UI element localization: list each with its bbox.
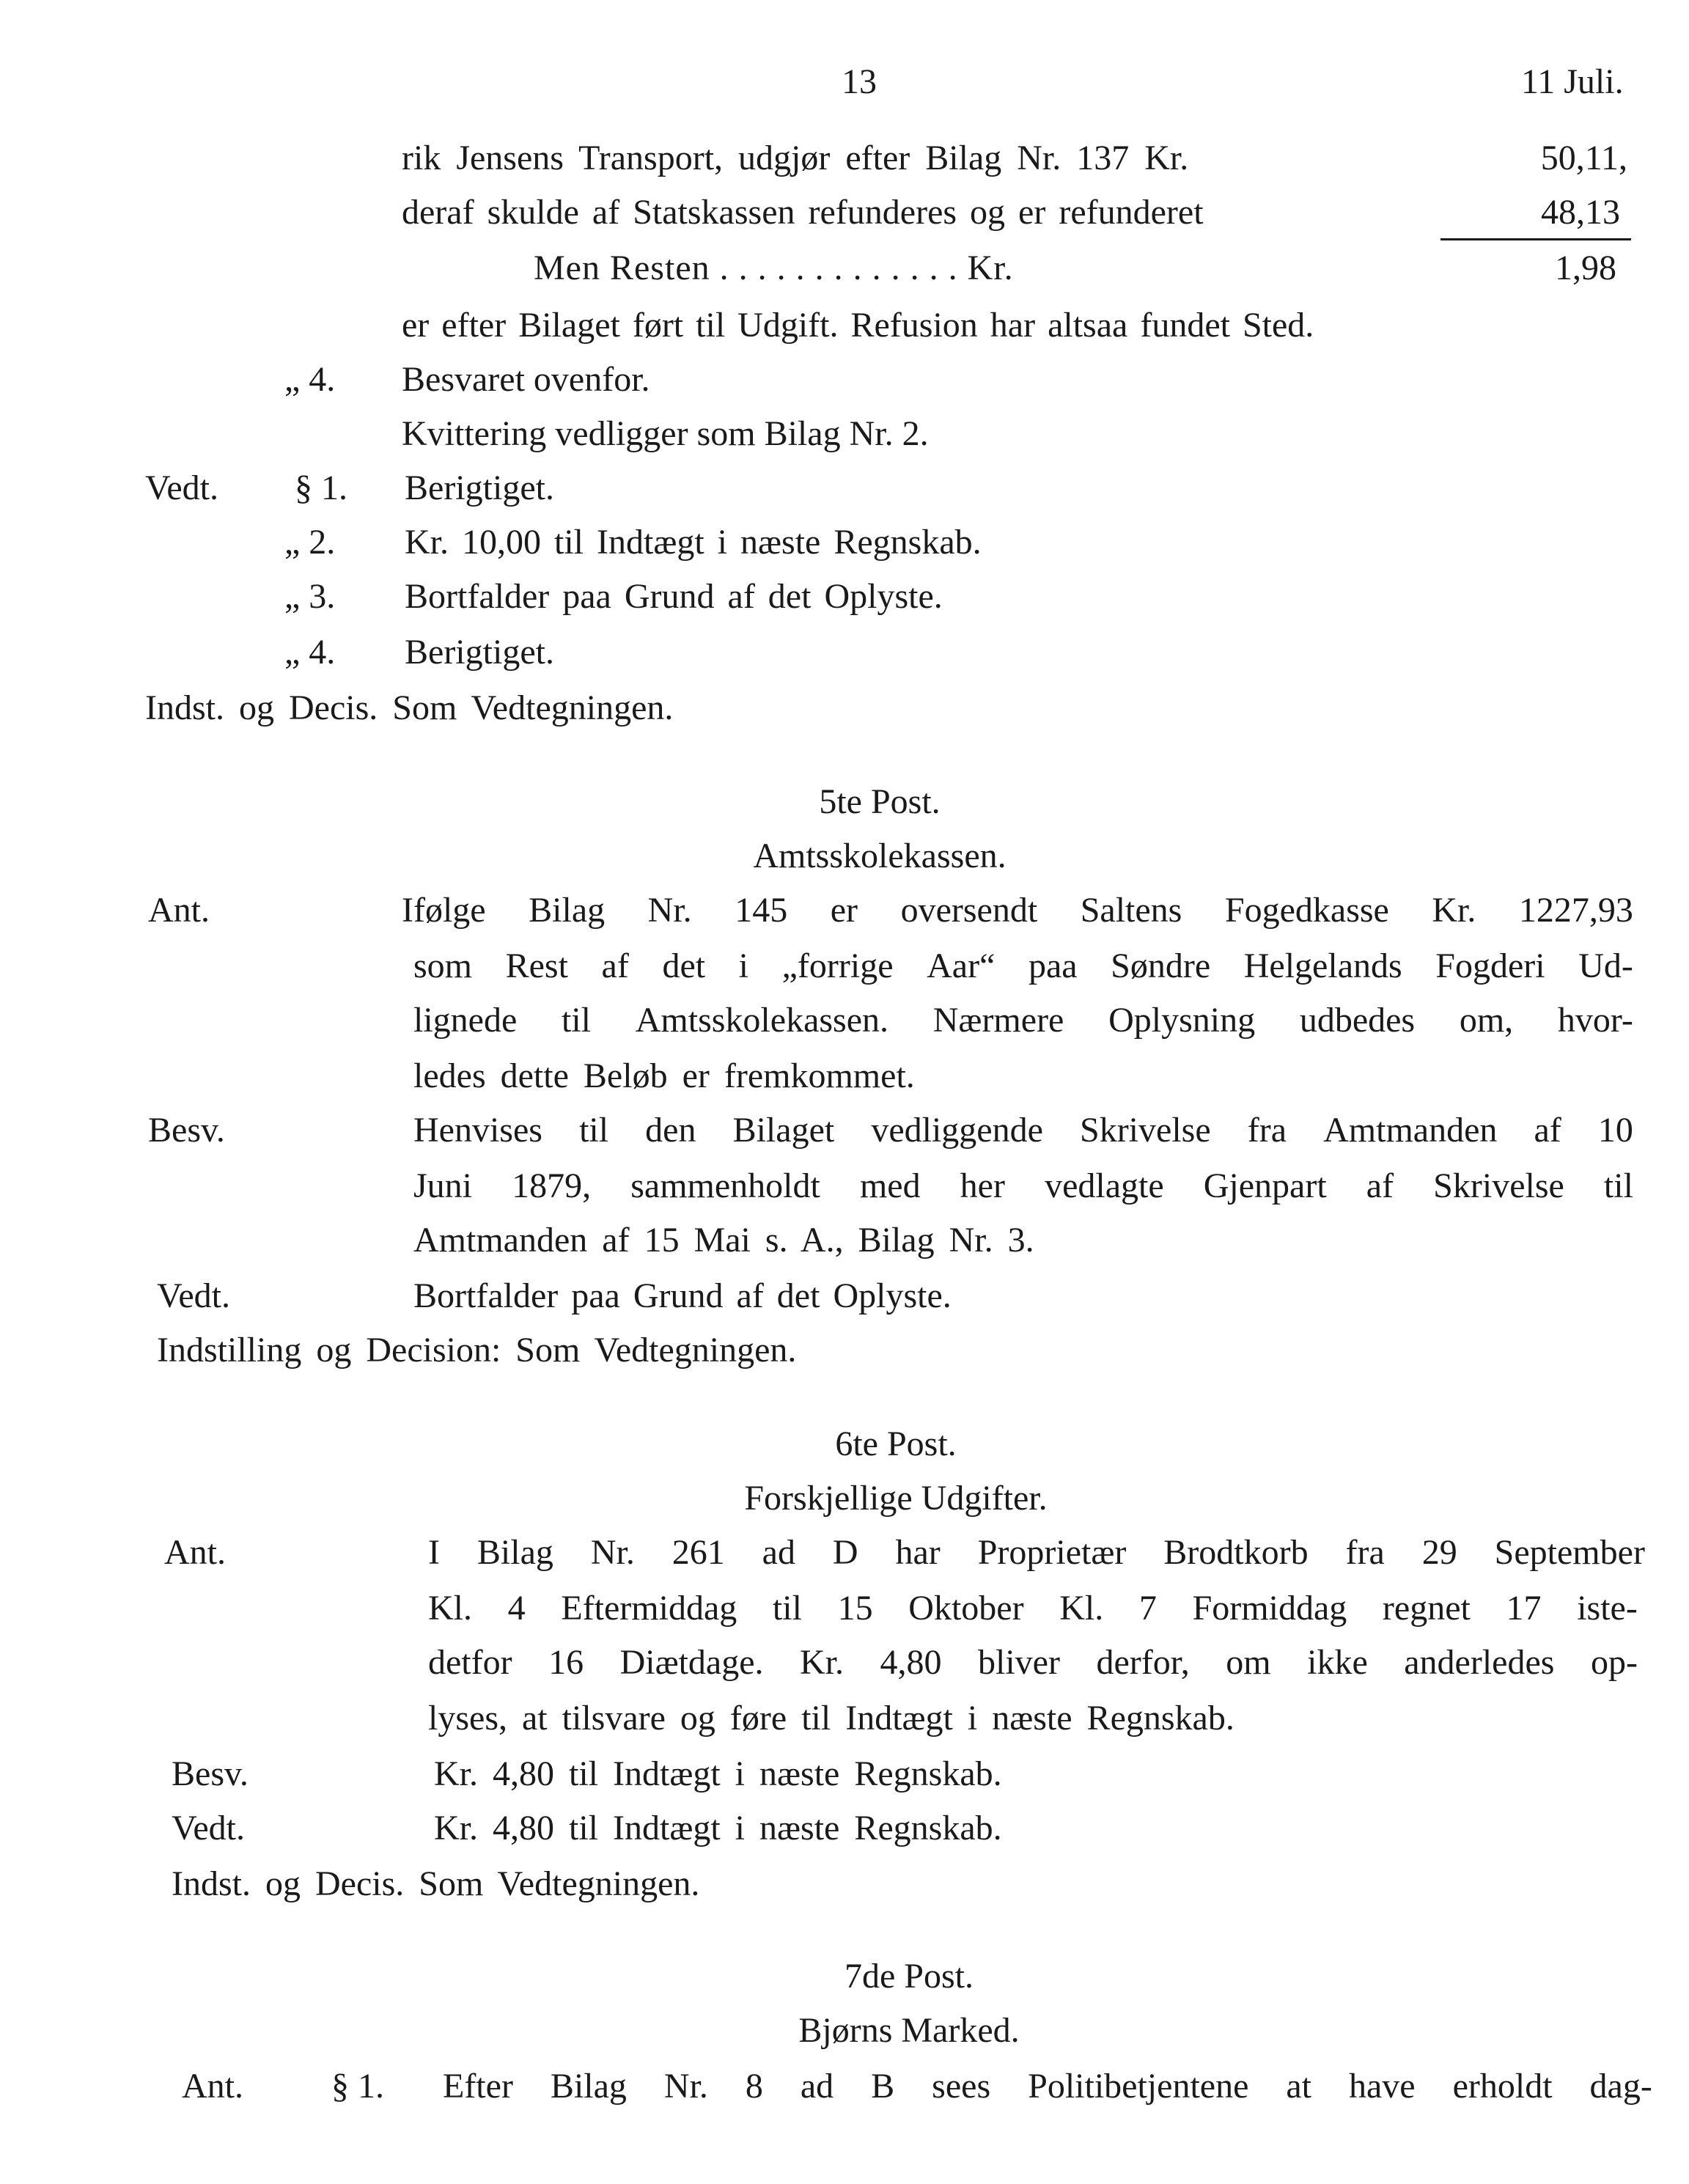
post-subheading: Forskjellige Udgifter.	[744, 1479, 1048, 1518]
rest-line: Men Resten . . . . . . . . . . . . . Kr.	[534, 249, 1014, 287]
word: det	[662, 946, 706, 985]
besv-label: Besv.	[148, 1111, 225, 1150]
word: Kl.	[428, 1589, 472, 1628]
word: Politibetjentene	[1028, 2067, 1249, 2106]
word: den	[645, 1111, 696, 1150]
word: Skrivelse	[1433, 1166, 1564, 1205]
word: sees	[932, 2067, 991, 2106]
vedt-label: Vedt.	[157, 1276, 230, 1315]
word: D	[832, 1533, 858, 1572]
word: B	[871, 2067, 895, 2106]
ant-text-line: lyses, at tilsvare og føre til Indtægt i næste Regnskab.	[428, 1699, 1234, 1738]
word: 1227,93	[1518, 891, 1633, 930]
word: 145	[735, 891, 788, 930]
word: Fogedkasse	[1224, 891, 1389, 930]
word: Skrivelse	[1080, 1111, 1211, 1150]
word: 1879,	[512, 1166, 592, 1205]
vedt-text: Bortfalder paa Grund af det Oplyste.	[413, 1276, 952, 1315]
transport-amount: 50,11,	[1540, 139, 1627, 177]
post-heading: 7de Post.	[844, 1957, 974, 1996]
post-heading: 6te Post.	[835, 1424, 957, 1463]
ant-text-line	[413, 946, 1633, 985]
word: Kl.	[1059, 1589, 1104, 1628]
ant-text-line: ledes dette Beløb er fremkommet.	[413, 1056, 915, 1095]
page-number: 13	[842, 62, 877, 101]
word: Diætdage.	[619, 1643, 764, 1682]
word: hvor-	[1557, 1001, 1633, 1040]
word: 4,80	[880, 1643, 942, 1682]
indst-decis-line: Indstilling og Decision: Som Vedtegningen.	[157, 1331, 797, 1369]
vedt-item-text: Kr. 10,00 til Indtægt i næste Regnskab.	[405, 523, 982, 562]
word: ad	[800, 2067, 834, 2106]
word: fra	[1247, 1111, 1287, 1150]
word: have	[1349, 2067, 1416, 2106]
sum-rule	[1440, 238, 1631, 240]
word: Bilag	[529, 891, 606, 930]
vedt-item-mark: § 1.	[295, 468, 347, 507]
word: i	[738, 946, 749, 985]
word: bliver	[978, 1643, 1060, 1682]
word: vedlagte	[1045, 1166, 1164, 1205]
word: Bilag	[550, 2067, 627, 2106]
word: Rest	[505, 946, 568, 985]
indst-decis-line: Indst. og Decis. Som Vedtegningen.	[145, 688, 674, 727]
word: Aar“	[927, 946, 996, 985]
ant-item-mark: § 1.	[331, 2067, 384, 2106]
ant-text-line	[428, 1591, 1638, 1626]
word: med	[859, 1166, 921, 1205]
ant-label: Ant.	[164, 1533, 226, 1572]
word: detfor	[428, 1643, 512, 1682]
word: Efter	[443, 2067, 513, 2106]
word: Gjenpart	[1203, 1166, 1327, 1205]
word: Bilaget	[732, 1111, 835, 1150]
item-mark-4: „ 4.	[284, 360, 336, 399]
word: dag-	[1589, 2067, 1652, 2106]
vedt-label: Vedt.	[172, 1809, 245, 1847]
word: 15	[837, 1589, 873, 1628]
word: til	[772, 1589, 802, 1628]
word: Saltens	[1080, 891, 1182, 930]
word: af	[1534, 1111, 1561, 1150]
word: af	[1366, 1166, 1394, 1205]
ant-text-line	[428, 1535, 1645, 1570]
word: Amtsskolekassen.	[635, 1001, 889, 1040]
word: regnet	[1382, 1589, 1471, 1628]
word: har	[895, 1533, 941, 1572]
ant-text-line	[443, 2069, 1652, 2104]
ant-text-line	[413, 1003, 1633, 1038]
word: „forrige	[781, 946, 894, 985]
besv-text-line: Amtmanden af 15 Mai s. A., Bilag Nr. 3.	[413, 1221, 1034, 1260]
page-date: 11 Juli.	[1521, 62, 1624, 101]
word: Kr.	[800, 1643, 844, 1682]
word: iste-	[1577, 1589, 1638, 1628]
word: Brodtkorb	[1163, 1533, 1309, 1572]
refund-amount: 48,13	[1541, 193, 1620, 232]
word: 29	[1421, 1533, 1457, 1572]
rest-amount: 1,98	[1555, 249, 1616, 287]
word: op-	[1590, 1643, 1638, 1682]
word: om,	[1459, 1001, 1514, 1040]
expense-line: er efter Bilaget ført til Udgift. Refusion har altsaa fundet Sted.	[402, 306, 1314, 345]
ant-text-line	[402, 893, 1633, 928]
word: her	[960, 1166, 1005, 1205]
vedt-item-mark: „ 4.	[284, 633, 336, 672]
word: 17	[1506, 1589, 1542, 1628]
word: 16	[548, 1643, 584, 1682]
besv-text-line	[413, 1113, 1633, 1148]
post-subheading: Amtsskolekassen.	[753, 837, 1007, 875]
word: til	[579, 1111, 609, 1150]
word: derfor,	[1096, 1643, 1190, 1682]
receipt-line: Kvittering vedligger som Bilag Nr. 2.	[402, 414, 929, 453]
vedt-text: Kr. 4,80 til Indtægt i næste Regnskab.	[434, 1809, 1002, 1847]
word: 261	[671, 1533, 725, 1572]
vedt-item-mark: „ 2.	[284, 523, 336, 562]
word: Fogderi	[1435, 946, 1545, 985]
indst-decis-line: Indst. og Decis. Som Vedtegningen.	[172, 1864, 700, 1903]
word: som	[413, 946, 473, 985]
word: 4	[507, 1589, 526, 1628]
word: lignede	[413, 1001, 518, 1040]
word: Nr.	[663, 2067, 708, 2106]
word: paa	[1028, 946, 1078, 985]
word: ad	[762, 1533, 795, 1572]
vedt-label: Vedt.	[145, 468, 218, 507]
post-subheading: Bjørns Marked.	[798, 2011, 1020, 2050]
word: til	[1603, 1166, 1633, 1205]
transport-line: rik Jensens Transport, udgjør efter Bilag Nr. 137 Kr.	[402, 139, 1189, 177]
word: vedliggende	[871, 1111, 1043, 1150]
word: oversendt	[900, 891, 1038, 930]
word: 7	[1138, 1589, 1157, 1628]
word: om	[1226, 1643, 1271, 1682]
word: Juni	[413, 1166, 473, 1205]
word: Oplysning	[1108, 1001, 1256, 1040]
besv-text-line	[413, 1166, 1633, 1205]
post-heading: 5te Post.	[819, 782, 941, 821]
word: Formiddag	[1192, 1589, 1347, 1628]
word: af	[601, 946, 629, 985]
word: Amtmanden	[1323, 1111, 1498, 1150]
ant-text-line	[428, 1645, 1638, 1680]
word: fra	[1345, 1533, 1385, 1572]
word: sammenholdt	[630, 1166, 820, 1205]
word: at	[1286, 2067, 1312, 2106]
besv-text: Kr. 4,80 til Indtægt i næste Regnskab.	[434, 1754, 1002, 1793]
ant-label: Ant.	[148, 891, 210, 930]
vedt-item-text: Berigtiget.	[405, 468, 554, 507]
word: ikke	[1307, 1643, 1368, 1682]
word: Oktober	[908, 1589, 1024, 1628]
word: er	[830, 891, 858, 930]
word: Nr.	[590, 1533, 635, 1572]
word: Helgelands	[1243, 946, 1402, 985]
word: 10	[1597, 1111, 1633, 1150]
word: Nr.	[647, 891, 692, 930]
ant-label: Ant.	[182, 2067, 243, 2106]
word: til	[562, 1001, 592, 1040]
word: udbedes	[1299, 1001, 1416, 1040]
word: Eftermiddag	[561, 1589, 737, 1628]
besv-label: Besv.	[172, 1754, 249, 1793]
vedt-item-text: Berigtiget.	[405, 633, 554, 672]
word: Bilag	[476, 1533, 553, 1572]
word: Søndre	[1111, 946, 1211, 985]
word: Proprietær	[977, 1533, 1127, 1572]
word: Ifølge	[402, 891, 486, 930]
word: Ud-	[1578, 946, 1633, 985]
word: Kr.	[1432, 891, 1476, 930]
word: Henvises	[413, 1111, 542, 1150]
answered-line: Besvaret ovenfor.	[402, 360, 650, 399]
vedt-item-text: Bortfalder paa Grund af det Oplyste.	[405, 577, 943, 616]
word: September	[1494, 1533, 1645, 1572]
word: erholdt	[1452, 2067, 1553, 2106]
word: Nærmere	[932, 1001, 1064, 1040]
vedt-item-mark: „ 3.	[284, 577, 336, 616]
refund-line: deraf skulde af Statskassen refunderes og er refunderet	[402, 193, 1204, 232]
word: I	[428, 1533, 440, 1572]
word: 8	[745, 2067, 763, 2106]
word: anderledes	[1404, 1643, 1555, 1682]
